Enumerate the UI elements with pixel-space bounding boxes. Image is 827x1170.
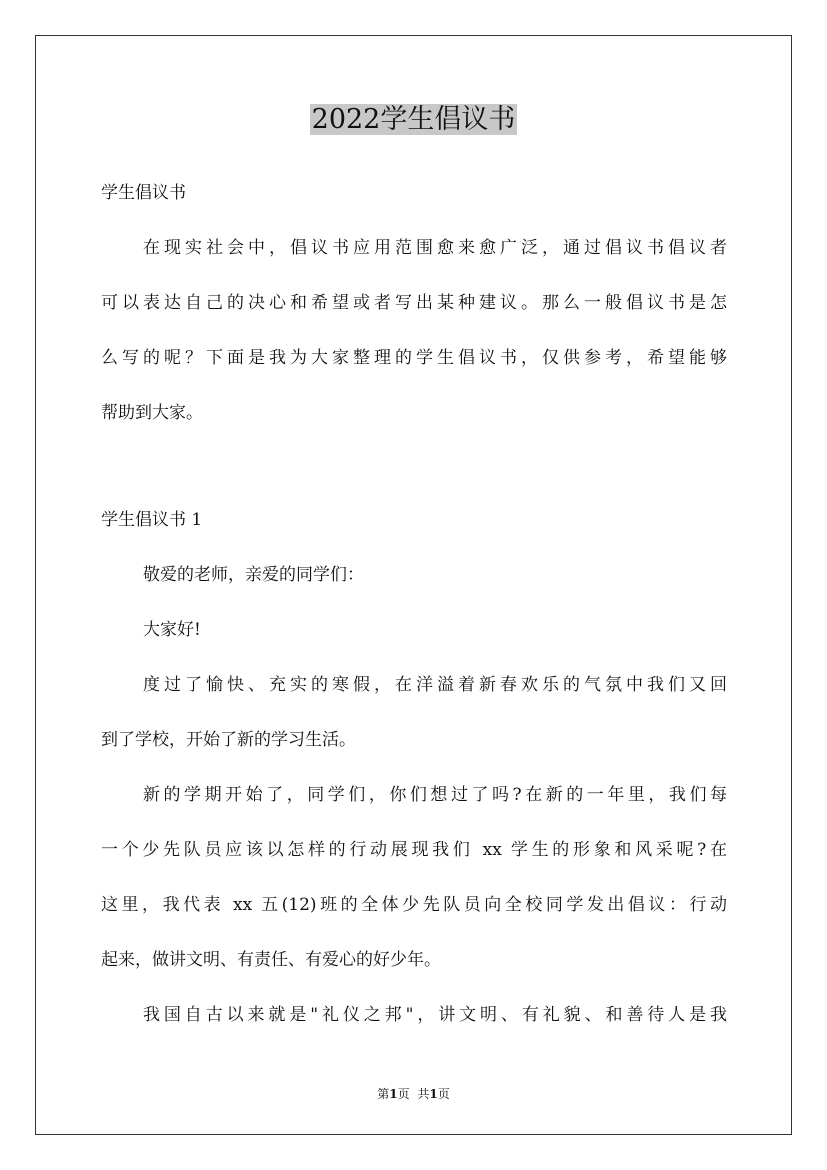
paragraph-line: 我国自古以来就是"礼仪之邦"，讲文明、有礼貌、和善待人是我	[143, 1005, 727, 1025]
document-heading: 学生倡议书	[101, 183, 186, 203]
section-title: 学生倡议书 1	[101, 510, 203, 530]
paragraph-line: 这里，我代表 xx 五(12)班的全体少先队员向全校同学发出倡议：行动	[101, 895, 727, 915]
footer-page-prefix: 第	[377, 1087, 390, 1101]
paragraph-line: 度过了愉快、充实的寒假，在洋溢着新春欢乐的气氛中我们又回	[143, 675, 727, 695]
paragraph-line: 一个少先队员应该以怎样的行动展现我们 xx 学生的形象和风采呢?在	[101, 840, 727, 860]
footer-total-prefix: 共	[417, 1087, 430, 1101]
greeting: 大家好!	[143, 620, 201, 640]
intro-line: 可以表达自己的决心和希望或者写出某种建议。那么一般倡议书是怎	[101, 293, 727, 313]
paragraph-line: 起来，做讲文明、有责任、有爱心的好少年。	[101, 950, 441, 970]
page-footer	[0, 1084, 827, 1104]
intro-line: 帮助到大家。	[101, 403, 203, 423]
document-title-text: 2022学生倡议书	[311, 104, 516, 135]
paragraph-line: 到了学校，开始了新的学习生活。	[101, 730, 356, 750]
footer-page-number: 1	[389, 1087, 398, 1101]
footer-total-suffix: 页	[437, 1087, 450, 1101]
salutation: 敬爱的老师，亲爱的同学们：	[143, 565, 364, 585]
footer-page-suffix: 页	[397, 1087, 410, 1101]
footer-total-number: 1	[429, 1087, 438, 1101]
intro-line: 么写的呢？下面是我为大家整理的学生倡议书，仅供参考，希望能够	[101, 348, 727, 368]
document-title	[0, 100, 827, 140]
paragraph-line: 新的学期开始了，同学们，你们想过了吗?在新的一年里，我们每	[143, 785, 727, 805]
intro-line: 在现实社会中，倡议书应用范围愈来愈广泛，通过倡议书倡议者	[143, 238, 727, 258]
